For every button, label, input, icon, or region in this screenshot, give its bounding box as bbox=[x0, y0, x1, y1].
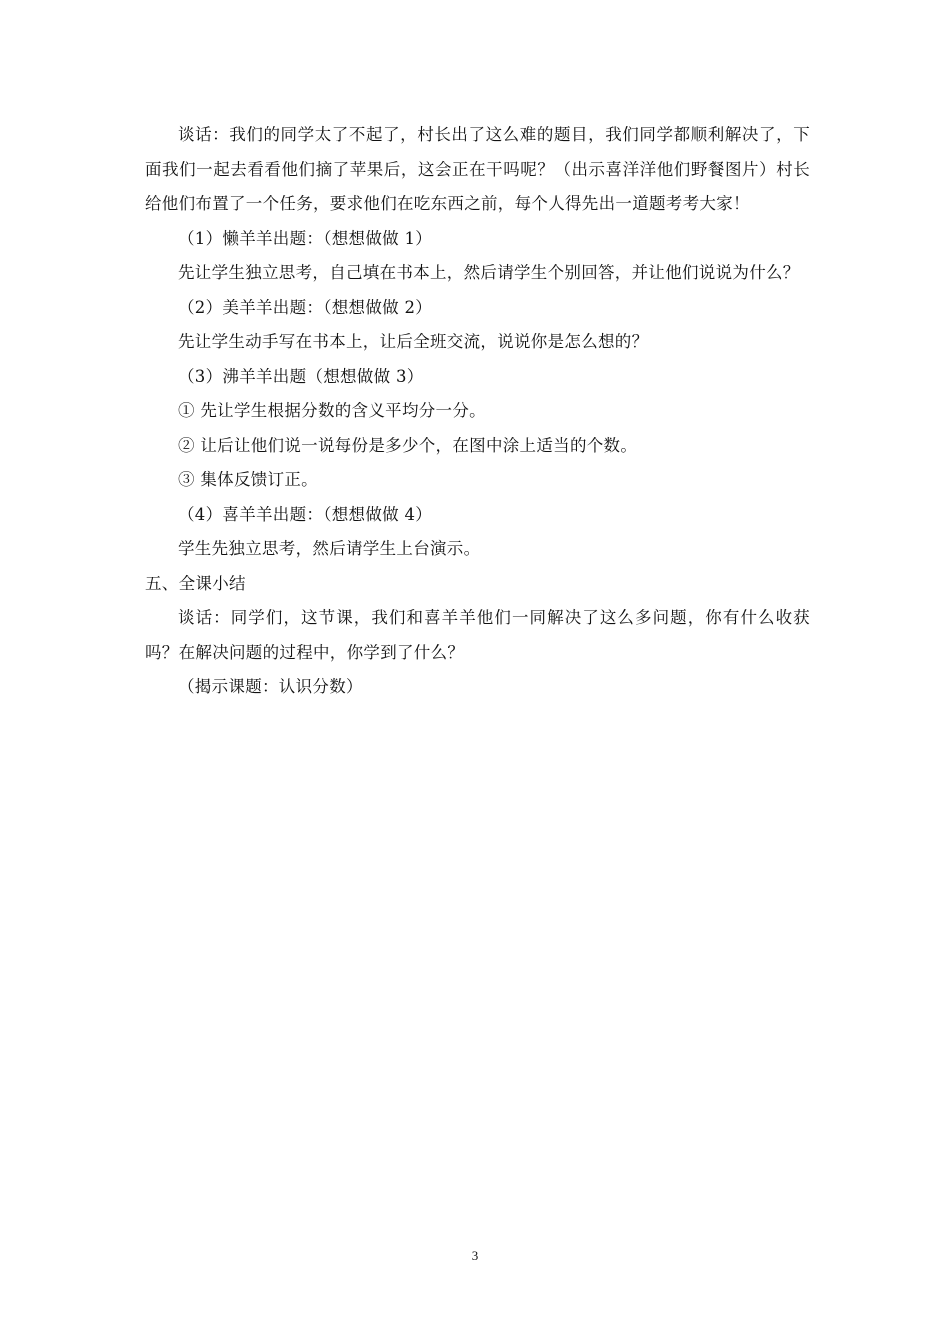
exercise-step-3: ③ 集体反馈订正。 bbox=[178, 470, 318, 489]
topic-reveal: （揭示课题：认识分数） bbox=[178, 677, 363, 696]
dialogue-paragraph: 谈话：我们的同学太了不起了，村长出了这么难的题目，我们同学都顺利解决了，下面我们一起去看看他们摘了苹果后，这会正在干吗呢？（出示喜洋洋他们野餐图片）村长给他们布置了一个任务，要求他们在吃东西之前，每个人得先出一道题考考大家！ bbox=[145, 125, 810, 213]
exercise-step-1: ① 先让学生根据分数的含义平均分一分。 bbox=[178, 401, 486, 420]
exercise-instruction-1: 先让学生独立思考，自己填在书本上，然后请学生个别回答，并让他们说说为什么？ bbox=[178, 263, 800, 282]
summary-paragraph: 谈话：同学们，这节课，我们和喜羊羊他们一同解决了这么多问题，你有什么收获吗？在解决问题的过程中，你学到了什么？ bbox=[145, 608, 810, 662]
exercise-heading-3: （3）沸羊羊出题（想想做做 3） bbox=[178, 366, 424, 386]
page-body bbox=[145, 118, 810, 705]
exercise-instruction-2: 先让学生动手写在书本上，让后全班交流，说说你是怎么想的？ bbox=[178, 332, 649, 351]
exercise-heading-2: （2）美羊羊出题：（想想做做 2） bbox=[178, 297, 433, 317]
exercise-heading-1: （1）懒羊羊出题：（想想做做 1） bbox=[178, 228, 433, 248]
section-heading: 五、全课小结 bbox=[145, 573, 246, 593]
exercise-heading-4: （4）喜羊羊出题：（想想做做 4） bbox=[178, 504, 433, 524]
page-number: 3 bbox=[471, 1248, 479, 1263]
exercise-instruction-4: 学生先独立思考，然后请学生上台演示。 bbox=[178, 539, 481, 558]
exercise-step-2: ② 让后让他们说一说每份是多少个，在图中涂上适当的个数。 bbox=[178, 435, 638, 455]
